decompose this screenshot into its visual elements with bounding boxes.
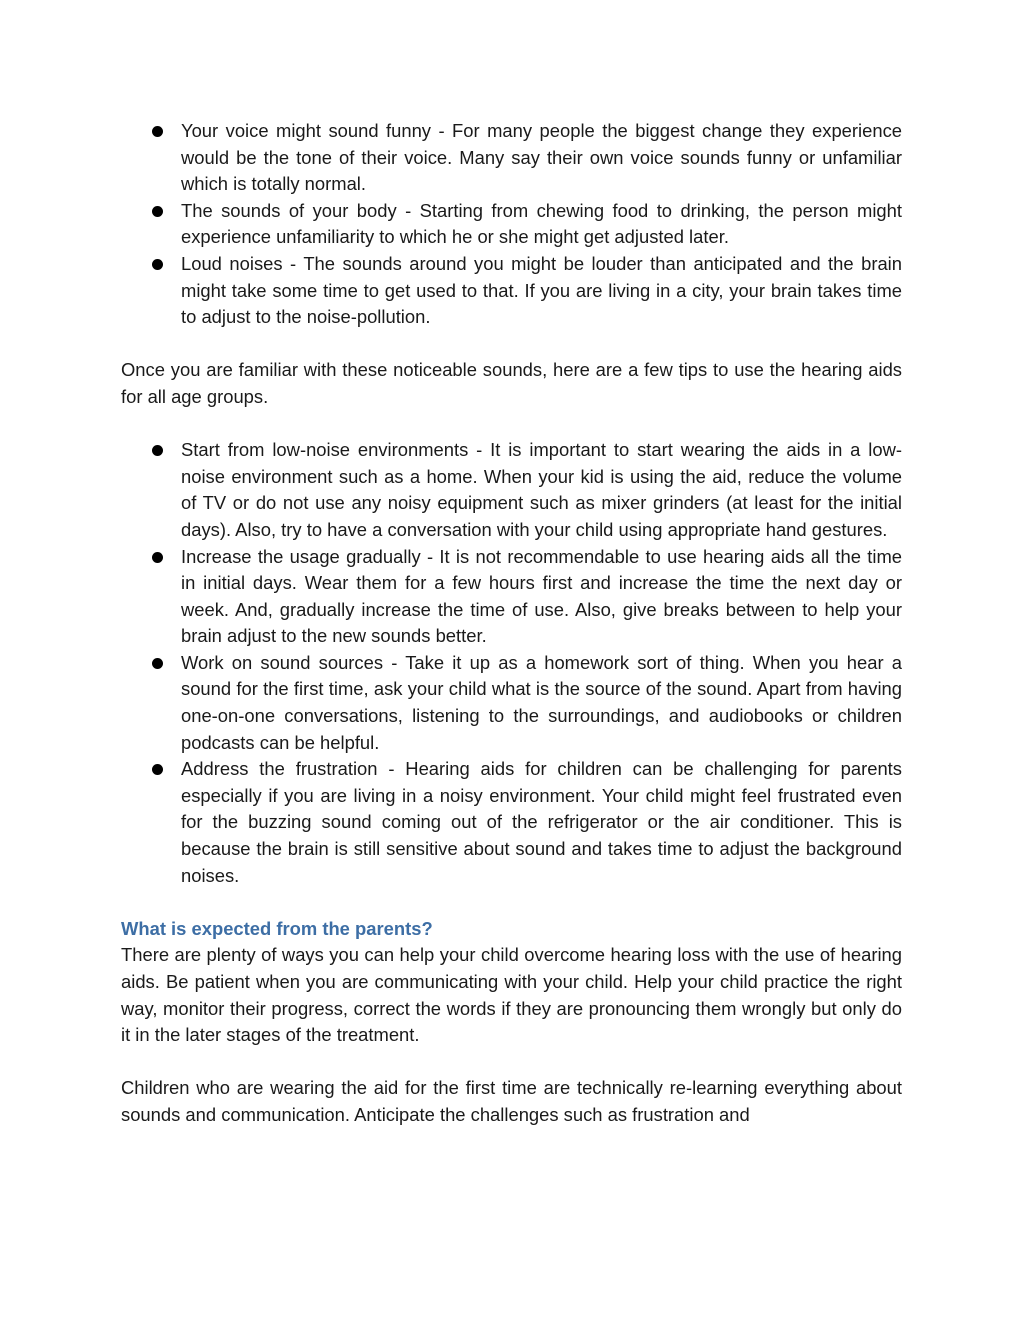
bullet-icon <box>152 259 163 270</box>
list-item-text: Work on sound sources - Take it up as a homework sort of thing. When you hear a sound for the first time, ask your child what is the source of the sound. Apart from having one-on-one conversations, listening to the surroundings, and audiobooks or children podcasts can be helpful. <box>181 651 902 753</box>
sound-changes-list <box>121 118 902 331</box>
bullet-icon <box>152 658 163 669</box>
parents-paragraph: There are plenty of ways you can help your child overcome hearing loss with the use of hearing aids. Be patient when you are communicating with your child. Help your child practice the right way, monitor their progress, correct the words if they are pronouncing them wrongly but only do it in the later stages of the treatment. <box>121 944 902 1046</box>
list-item <box>121 544 902 650</box>
document-page <box>121 118 902 1129</box>
list-item <box>121 437 902 543</box>
relearning-paragraph: Children who are wearing the aid for the first time are technically re-learning everything about sounds and communication. Anticipate the challenges such as frustration and <box>121 1077 902 1125</box>
list-item <box>121 650 902 756</box>
bullet-icon <box>152 126 163 137</box>
bullet-icon <box>152 764 163 775</box>
list-item-text: The sounds of your body - Starting from chewing food to drinking, the person might experience unfamiliarity to which he or she might get adjusted later. <box>181 199 902 248</box>
intro-paragraph: Once you are familiar with these noticeable sounds, here are a few tips to use the hearing aids for all age groups. <box>121 359 902 407</box>
bullet-icon <box>152 552 163 563</box>
section-heading: What is expected from the parents? <box>121 917 433 939</box>
list-item-text: Your voice might sound funny - For many people the biggest change they experience would be the tone of their voice. Many say their own voice sounds funny or unfamiliar which is totally normal. <box>181 120 902 195</box>
list-item <box>121 118 902 198</box>
bullet-icon <box>152 445 163 456</box>
list-item-text: Start from low-noise environments - It is important to start wearing the aids in a low-noise environment such as a home. When your kid is using the aid, reduce the volume of TV or do not use any noisy equipment such as mixer grinders (at least for the initial days). Also, try to have a conversation with your child using appropriate hand gestures. <box>181 439 902 540</box>
list-item-text: Increase the usage gradually - It is not recommendable to use hearing aids all the time in initial days. Wear them for a few hours first and increase the time the next day or week. And, gradually increase the time of use. Also, give breaks between to help your brain adjust to the new sounds better. <box>181 545 902 647</box>
list-item <box>121 251 902 331</box>
list-item <box>121 198 902 251</box>
list-item <box>121 756 902 889</box>
tips-list <box>121 437 902 889</box>
bullet-icon <box>152 206 163 217</box>
list-item-text: Address the frustration - Hearing aids for children can be challenging for parents especially if you are living in a noisy environment. Your child might feel frustrated even for the buzzing sound coming out of the refrigerator or the air conditioner. This is because the brain is still sensitive about sound and takes time to adjust the background noises. <box>181 758 902 886</box>
list-item-text: Loud noises - The sounds around you might be louder than anticipated and the brain might take some time to get used to that. If you are living in a city, your brain takes time to adjust to the noise-pollution. <box>181 252 902 328</box>
